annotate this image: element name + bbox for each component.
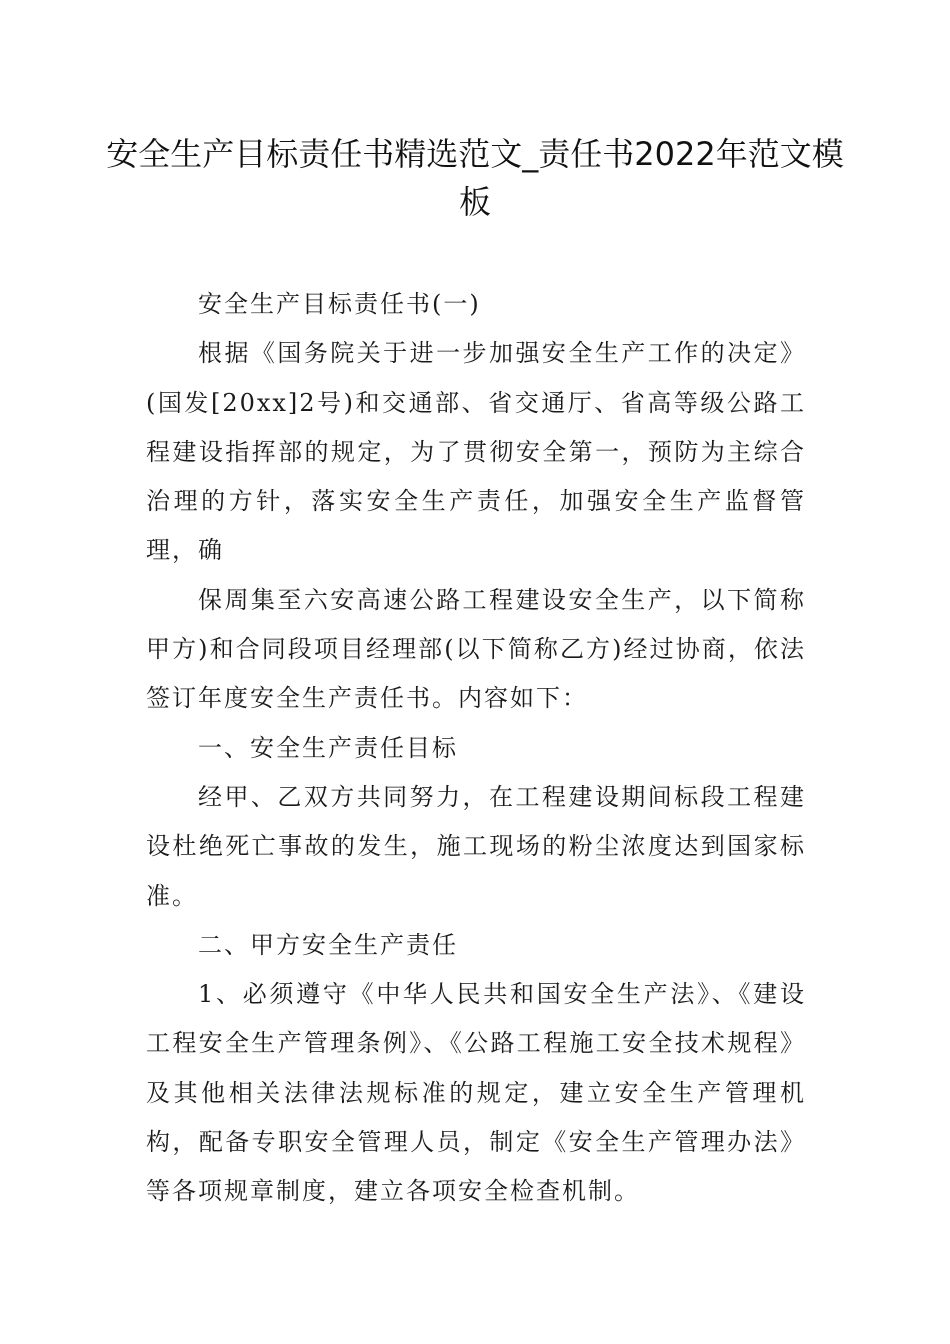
paragraph-party-a-item-1: 1、必须遵守《中华人民共和国安全生产法》、《建设工程安全生产管理条例》、《公路工程施工安全技术规程》及其他相关法律法规标准的规定，建立安全生产管理机构，配备专职安全管理人员，制定《安全生产管理办法》等各项规章制度，建立各项安全检查机制。 — [146, 980, 806, 1206]
paragraph-agreement: 保周集至六安高速公路工程建设安全生产，以下简称甲方)和合同段项目经理部(以下简称乙方)经过协商，依法签订年度安全生产责任书。内容如下： — [146, 585, 806, 713]
paragraph-targets: 经甲、乙双方共同努力，在工程建设期间标段工程建设杜绝死亡事故的发生，施工现场的粉尘浓度达到国家标准。 — [146, 782, 806, 910]
section-heading-targets: 一、安全生产责任目标 — [198, 733, 458, 762]
document-title: 安全生产目标责任书精选范文_责任书2022年范文模板 — [106, 135, 844, 221]
document-body — [146, 280, 806, 1217]
paragraph-heading-1: 安全生产目标责任书(一) — [198, 290, 481, 318]
paragraph-intro: 根据《国务院关于进一步加强安全生产工作的决定》(国发[20xx]2号)和交通部、省交通厅、省高等级公路工程建设指挥部的规定，为了贯彻安全第一，预防为主综合治理的方针，落实安全生产责任，加强安全生产监督管理，确 — [146, 339, 806, 565]
section-heading-party-a: 二、甲方安全生产责任 — [198, 930, 458, 959]
